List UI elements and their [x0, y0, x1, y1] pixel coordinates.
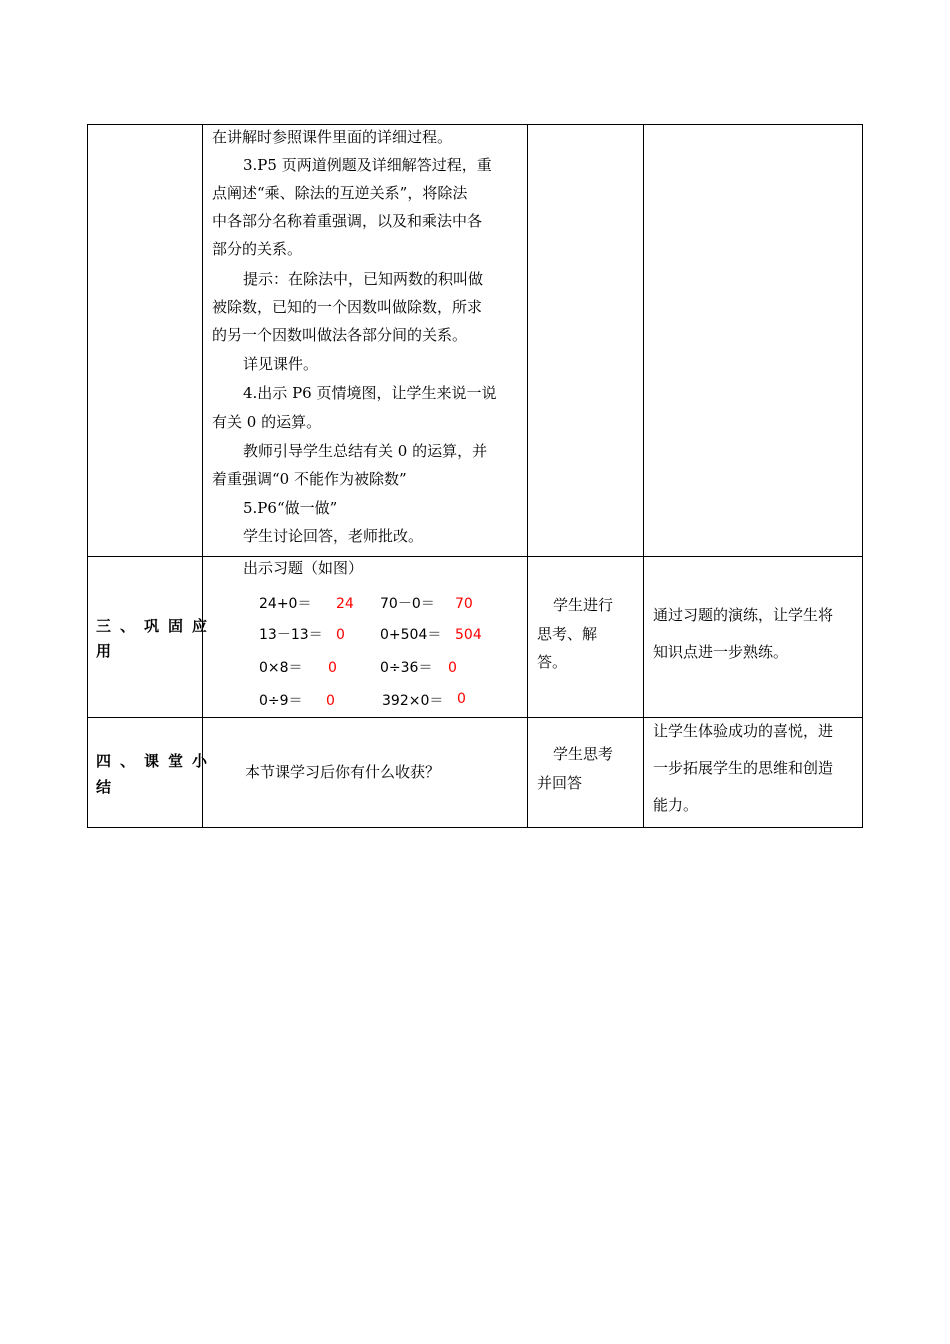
purpose-line: 让学生体验成功的喜悦，进: [653, 722, 834, 740]
exercise-answer: 504: [455, 627, 482, 643]
paragraph-line: 部分的关系。: [212, 240, 303, 258]
exercise-expression: 392×0＝: [382, 693, 444, 709]
exercise-expression: 24+0＝: [259, 596, 312, 612]
student-activity-line: 学生进行: [553, 596, 614, 614]
exercise-answer: 0: [448, 660, 457, 676]
exercise-answer: 0: [328, 660, 337, 676]
exercise-expression: 13－13＝: [259, 627, 323, 643]
table-divider-1: [202, 124, 203, 828]
table-divider-2: [527, 124, 528, 828]
paragraph-line: 5.P6“做一做”: [243, 499, 338, 517]
table-border-top: [87, 124, 863, 125]
purpose-line: 一步拓展学生的思维和创造: [653, 759, 834, 777]
exercise-expression: 0+504＝: [380, 627, 442, 643]
exercise-expression: 0×8＝: [259, 660, 303, 676]
exercise-answer: 0: [336, 627, 345, 643]
paragraph-line: 点阐述“乘、除法的互逆关系”，将除法: [212, 184, 468, 202]
paragraph-line: 中各部分名称着重强调，以及和乘法中各: [212, 212, 483, 230]
paragraph-line: 有关 0 的运算。: [212, 413, 322, 431]
table-border-bottom: [87, 827, 863, 828]
student-activity-line: 答。: [537, 653, 568, 671]
paragraph-line: 着重强调“0 不能作为被除数”: [212, 470, 407, 488]
paragraph-line: 被除数，已知的一个因数叫做除数，所求: [212, 298, 483, 316]
stage-label: 结: [96, 778, 112, 796]
exercise-expression: 70－0＝: [380, 596, 435, 612]
student-activity-line: 并回答: [537, 774, 583, 792]
student-activity-line: 学生思考: [553, 745, 614, 763]
stage-label: 四、课堂小: [96, 752, 217, 770]
student-activity-line: 思考、解: [537, 625, 598, 643]
row-separator-2: [87, 717, 863, 718]
paragraph-line: 教师引导学生总结有关 0 的运算，并: [243, 442, 488, 460]
paragraph-line: 在讲解时参照课件里面的详细过程。: [212, 128, 453, 146]
table-border-left: [87, 124, 88, 828]
stage-label: 三、巩固应: [96, 617, 217, 635]
stage-label: 用: [96, 642, 112, 660]
paragraph-line: 提示：在除法中，已知两数的积叫做: [243, 270, 484, 288]
paragraph-line: 4.出示 P6 页情境图，让学生来说一说: [243, 384, 497, 402]
table-divider-3: [643, 124, 644, 828]
paragraph-line: 3.P5 页两道例题及详细解答过程，重: [243, 156, 492, 174]
purpose-line: 知识点进一步熟练。: [653, 643, 789, 661]
purpose-line: 通过习题的演练，让学生将: [653, 606, 834, 624]
purpose-line: 能力。: [653, 796, 699, 814]
exercise-answer: 0: [457, 691, 466, 707]
exercise-answer: 0: [326, 693, 335, 709]
exercise-expression: 0÷36＝: [380, 660, 433, 676]
exercise-answer: 70: [455, 596, 473, 612]
paragraph-line: 详见课件。: [243, 355, 319, 373]
exercise-expression: 0÷9＝: [259, 693, 303, 709]
summary-question: 本节课学习后你有什么收获？: [245, 763, 441, 781]
row-separator-1: [87, 556, 863, 557]
exercise-answer: 24: [336, 596, 354, 612]
paragraph-line: 学生讨论回答，老师批改。: [243, 527, 424, 545]
table-border-right: [862, 124, 863, 828]
exercise-intro: 出示习题（如图）: [243, 559, 364, 577]
paragraph-line: 的另一个因数叫做法各部分间的关系。: [212, 326, 468, 344]
